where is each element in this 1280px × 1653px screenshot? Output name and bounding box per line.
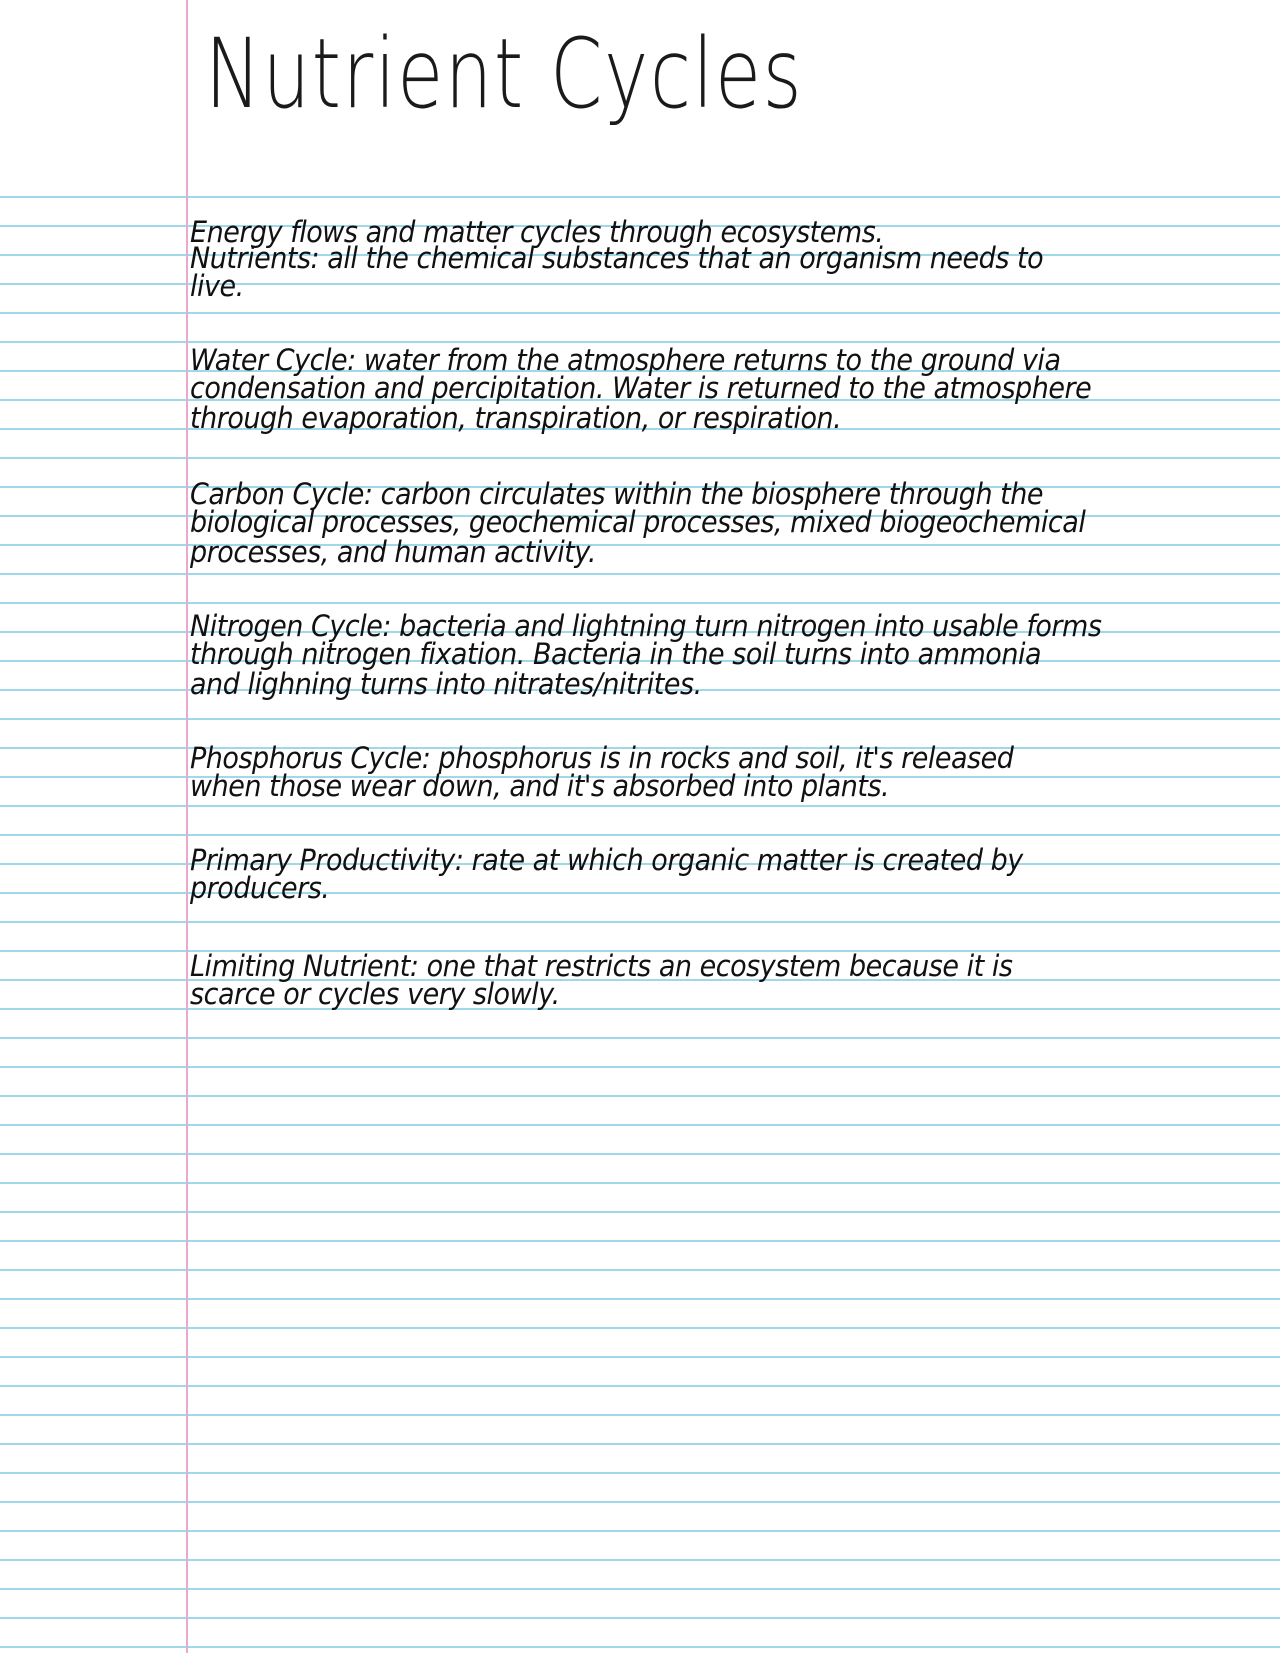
water-line-3: through evaporation, transpiration, or respiration.: [190, 401, 842, 435]
nitrogen-line-3: and lighning turns into nitrates/nitrites.: [190, 667, 702, 701]
productivity-line-1: Primary Productivity: rate at which organic matter is created by: [190, 843, 1023, 877]
phosphorus-cycle-paragraph: [190, 742, 1250, 802]
primary-productivity-paragraph: [190, 844, 1250, 904]
intro-paragraph: [190, 216, 1250, 302]
carbon-cycle-paragraph: [190, 478, 1250, 568]
productivity-line-2: producers.: [190, 871, 330, 905]
limiting-line-2: scarce or cycles very slowly.: [190, 977, 560, 1011]
nitrogen-line-2: through nitrogen fixation. Bacteria in the soil turns into ammonia: [190, 637, 1042, 671]
notes-body: [190, 216, 1250, 1010]
nitrogen-line-1: Nitrogen Cycle: bacteria and lightning turn nitrogen into usable forms: [190, 609, 1102, 643]
limiting-line-1: Limiting Nutrient: one that restricts an ecosystem because it is: [190, 949, 1013, 983]
margin-line: [186, 0, 188, 1653]
phosphorus-line-2: when those wear down, and it's absorbed into plants.: [190, 769, 890, 803]
phosphorus-line-1: Phosphorus Cycle: phosphorus is in rocks and soil, it's released: [190, 741, 1014, 775]
intro-line-3: live.: [190, 269, 244, 303]
water-line-2: condensation and percipitation. Water is returned to the atmosphere: [190, 371, 1092, 405]
carbon-line-2: biological processes, geochemical processes, mixed biogeochemical: [190, 505, 1086, 539]
water-line-1: Water Cycle: water from the atmosphere returns to the ground via: [190, 343, 1061, 377]
carbon-line-3: processes, and human activity.: [190, 535, 596, 569]
limiting-nutrient-paragraph: [190, 950, 1250, 1010]
carbon-line-1: Carbon Cycle: carbon circulates within the biosphere through the: [190, 477, 1044, 511]
page-title: Nutrient Cycles: [205, 18, 804, 130]
intro-line-2: Nutrients: all the chemical substances that an organism needs to: [190, 241, 1044, 275]
intro-line-1: Energy flows and matter cycles through ecosystems.: [190, 215, 884, 249]
nitrogen-cycle-paragraph: [190, 610, 1250, 700]
water-cycle-paragraph: [190, 344, 1250, 434]
